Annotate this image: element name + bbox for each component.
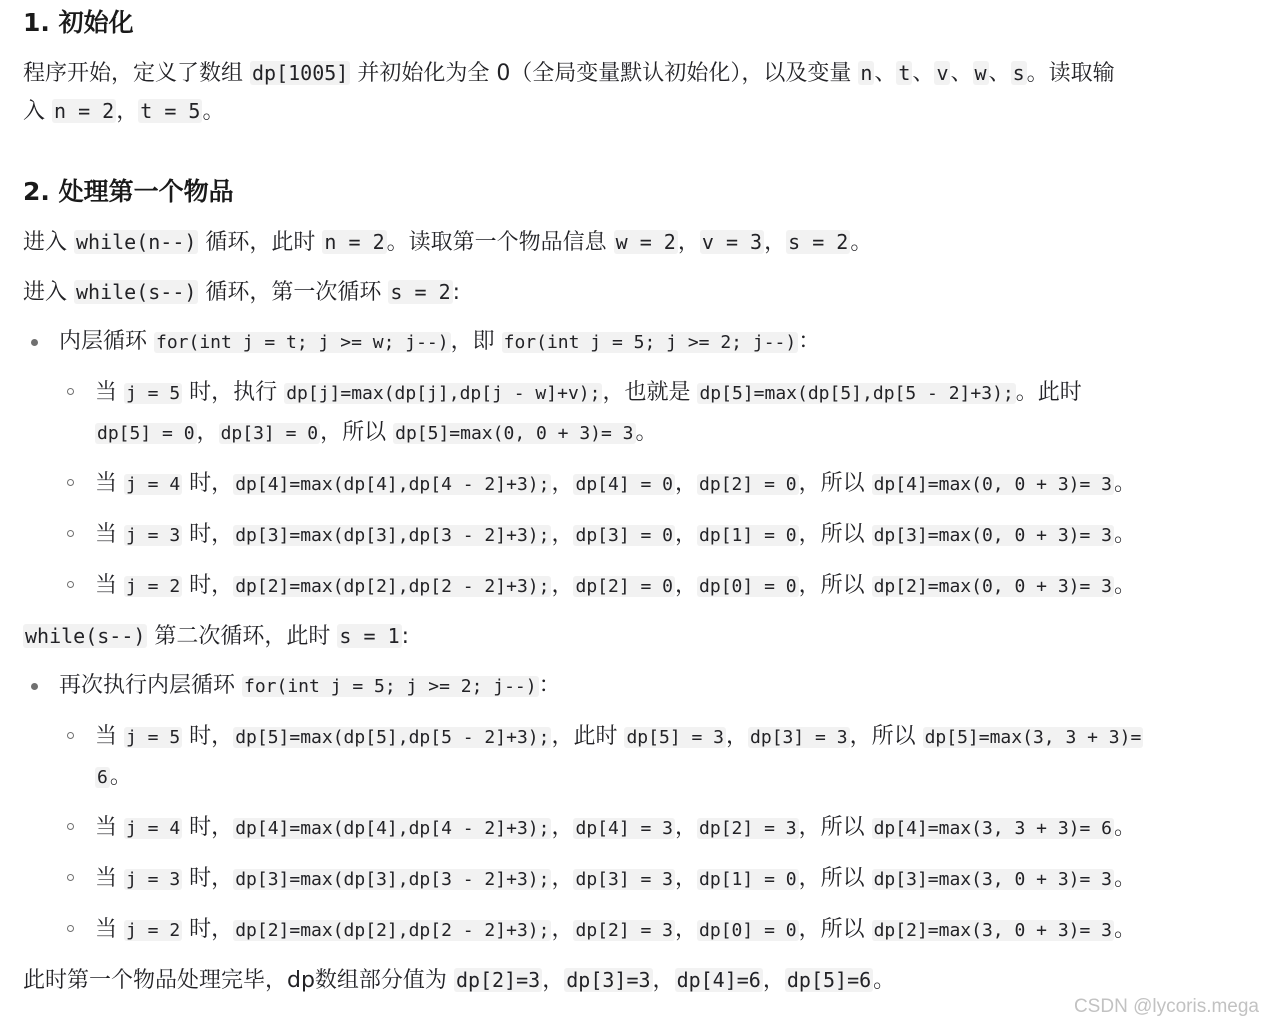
inline-code: while(s--) <box>25 624 146 648</box>
text: 时， <box>182 917 234 942</box>
inline-code: dp[1] = 0 <box>699 869 797 890</box>
text: 。读取第一个物品信息 <box>386 230 614 255</box>
inline-code: w <box>974 61 987 85</box>
sub-list-item <box>95 469 1136 500</box>
inline-code: dp[3] = 3 <box>750 727 848 748</box>
text: ， <box>551 866 574 891</box>
inline-code: dp[5] = 3 <box>626 727 725 748</box>
inline-code: dp[2] = 0 <box>575 576 674 597</box>
bullet-circle <box>67 823 74 830</box>
text: 。 <box>1114 471 1137 496</box>
inline-code: dp[3]=max(0, 0 + 3)= 3 <box>873 525 1113 546</box>
text: ， <box>675 866 698 891</box>
text: 。 <box>873 968 896 993</box>
text: : <box>401 624 410 649</box>
inline-code: dp[5]=max(dp[5],dp[5 - 2]+3); <box>699 383 1014 404</box>
text: ， <box>726 724 749 749</box>
inline-code: s <box>1012 61 1025 85</box>
text: 时， <box>182 471 234 496</box>
bullet-dot <box>31 683 38 690</box>
text: 时， <box>182 522 234 547</box>
text: ， <box>675 471 698 496</box>
text: ， <box>675 522 698 547</box>
inline-code: for(int j = 5; j >= 2; j--) <box>503 332 797 353</box>
sub-list-item <box>95 571 1136 602</box>
inline-code: j = 2 <box>126 576 181 597</box>
text: 程序开始，定义了数组 <box>23 61 250 86</box>
text: 。 <box>202 99 225 124</box>
text: 、 <box>874 61 897 86</box>
bullet-dot <box>31 339 38 346</box>
text: ，也就是 <box>602 380 698 405</box>
inline-code: dp[2] = 3 <box>575 920 674 941</box>
inline-code: while(s--) <box>76 280 197 304</box>
sub-list-item <box>95 864 1136 895</box>
text: 再次执行内层循环 <box>59 673 242 698</box>
inline-code: for(int j = t; j >= w; j--) <box>156 332 449 353</box>
text: 。 <box>1114 917 1137 942</box>
text: ， <box>675 917 698 942</box>
text: ， <box>762 968 785 993</box>
text: ， <box>116 99 139 124</box>
text: 。 <box>1114 866 1137 891</box>
inline-code: j = 4 <box>126 818 181 839</box>
text: ， <box>551 522 574 547</box>
text: 。 <box>1114 573 1137 598</box>
text: ， <box>551 815 574 840</box>
paragraph-second-loop <box>23 621 409 652</box>
inline-code: dp[4]=max(dp[4],dp[4 - 2]+3); <box>235 474 550 495</box>
bullet-circle <box>67 874 74 881</box>
inline-code: while(n--) <box>76 230 197 254</box>
text: ， <box>677 230 700 255</box>
text: 当 <box>95 724 124 749</box>
bullet-circle <box>67 732 74 739</box>
text: 。此时 <box>1015 380 1082 405</box>
text: ： <box>538 673 561 698</box>
text: : <box>452 280 461 305</box>
inline-code: w = 2 <box>615 230 676 254</box>
inline-code: dp[2]=max(3, 0 + 3)= 3 <box>873 920 1113 941</box>
inline-code: v = 3 <box>701 230 763 254</box>
text: ，所以 <box>798 917 872 942</box>
paragraph-summary <box>23 965 895 996</box>
text: ， <box>196 420 219 445</box>
inline-code: dp[1] = 0 <box>699 525 797 546</box>
inline-code: t = 5 <box>140 99 201 123</box>
inline-code: dp[j]=max(dp[j],dp[j - w]+v); <box>286 383 601 404</box>
text: 进入 <box>23 230 74 255</box>
inline-code: n <box>860 61 873 85</box>
paragraph-init-line1 <box>23 58 1115 89</box>
list-item <box>59 327 820 358</box>
inline-code: j = 5 <box>126 383 181 404</box>
text: ， <box>675 573 698 598</box>
inline-code: dp[2] = 3 <box>699 818 797 839</box>
text: 此时第一个物品处理完毕，dp数组部分值为 <box>23 968 454 993</box>
inline-code: dp[0] = 0 <box>699 576 797 597</box>
text: ，所以 <box>320 420 394 445</box>
inline-code: dp[5]=max(dp[5],dp[5 - 2]+3); <box>235 727 550 748</box>
text: 内层循环 <box>59 329 154 354</box>
text: 当 <box>95 471 124 496</box>
bullet-circle <box>67 388 74 395</box>
text: ，即 <box>450 329 502 354</box>
text: ，所以 <box>798 815 872 840</box>
inline-code: dp[5]=max(3, 3 + 3)= <box>924 727 1142 748</box>
list-item <box>59 671 561 702</box>
text: ， <box>542 968 565 993</box>
text: 当 <box>95 380 124 405</box>
inline-code: dp[3]=max(dp[3],dp[3 - 2]+3); <box>235 869 550 890</box>
inline-code: dp[2]=max(dp[2],dp[2 - 2]+3); <box>235 576 550 597</box>
inline-code: dp[3]=max(dp[3],dp[3 - 2]+3); <box>235 525 550 546</box>
inline-code: n = 2 <box>324 230 385 254</box>
inline-code: dp[3]=max(3, 0 + 3)= 3 <box>873 869 1113 890</box>
sub-list-item <box>95 722 1143 753</box>
text: ： <box>798 329 821 354</box>
text: 时， <box>182 724 234 749</box>
inline-code: dp[2]=max(0, 0 + 3)= 3 <box>873 576 1113 597</box>
inline-code: dp[0] = 0 <box>699 920 797 941</box>
text: ， <box>764 230 787 255</box>
paragraph-enter-while-s <box>23 277 460 308</box>
text: 。读取输 <box>1026 61 1115 86</box>
sub-list-item <box>95 813 1136 844</box>
section-heading-init: 1. 初始化 <box>23 8 134 37</box>
bullet-circle <box>67 479 74 486</box>
inline-code: j = 3 <box>126 525 181 546</box>
inline-code: dp[1005] <box>252 61 349 85</box>
text: ，所以 <box>798 573 872 598</box>
inline-code: dp[4]=6 <box>676 968 761 992</box>
text: 。 <box>109 764 132 789</box>
text: 进入 <box>23 280 74 305</box>
sub-list-item-continued <box>95 762 132 793</box>
sub-list-item-continued <box>95 418 658 449</box>
paragraph-enter-while-n <box>23 227 872 258</box>
inline-code: dp[4]=max(3, 3 + 3)= 6 <box>873 818 1113 839</box>
text: 时， <box>182 573 234 598</box>
inline-code: dp[2]=3 <box>455 968 541 992</box>
text: ， <box>652 968 675 993</box>
text: ， <box>551 917 574 942</box>
inline-code: j = 4 <box>126 474 181 495</box>
inline-code: dp[2] = 0 <box>699 474 797 495</box>
text: ，所以 <box>798 471 872 496</box>
text: ，此时 <box>551 724 625 749</box>
text: ， <box>675 815 698 840</box>
sub-list-item <box>95 915 1136 946</box>
text: ， <box>551 573 574 598</box>
inline-code: v <box>936 61 949 85</box>
text: 第二次循环，此时 <box>147 624 338 649</box>
text: 、 <box>912 61 935 86</box>
inline-code: 6 <box>97 767 108 788</box>
inline-code: j = 2 <box>126 920 181 941</box>
text: 时， <box>182 815 234 840</box>
text: 当 <box>95 522 124 547</box>
bullet-circle <box>67 925 74 932</box>
inline-code: dp[3] = 0 <box>575 525 674 546</box>
sub-list-item <box>95 520 1136 551</box>
text: 并初始化为全 0（全局变量默认初始化），以及变量 <box>350 61 859 86</box>
inline-code: dp[5]=max(0, 0 + 3)= 3 <box>395 423 634 444</box>
text: ， <box>551 471 574 496</box>
sub-list-item <box>95 378 1082 409</box>
bullet-circle <box>67 530 74 537</box>
text: ，所以 <box>798 522 872 547</box>
text: 入 <box>23 99 52 124</box>
text: 当 <box>95 866 124 891</box>
inline-code: dp[5] = 0 <box>97 423 195 444</box>
text: ，所以 <box>798 866 872 891</box>
inline-code: dp[5]=6 <box>786 968 872 992</box>
inline-code: n = 2 <box>54 99 115 123</box>
inline-code: dp[3] = 0 <box>220 423 319 444</box>
inline-code: s = 1 <box>339 624 400 648</box>
text: 时， <box>182 866 234 891</box>
text: 当 <box>95 573 124 598</box>
inline-code: dp[3] = 3 <box>575 869 674 890</box>
text: 循环，第一次循环 <box>198 280 389 305</box>
inline-code: dp[2]=max(dp[2],dp[2 - 2]+3); <box>235 920 550 941</box>
text: 。 <box>1114 522 1137 547</box>
inline-code: dp[4] = 0 <box>575 474 674 495</box>
section-heading-first-item: 2. 处理第一个物品 <box>23 177 234 206</box>
bullet-circle <box>67 581 74 588</box>
inline-code: j = 3 <box>126 869 181 890</box>
text: 。 <box>850 230 873 255</box>
text: 、 <box>950 61 973 86</box>
inline-code: dp[4]=max(dp[4],dp[4 - 2]+3); <box>235 818 550 839</box>
paragraph-init-line2 <box>23 96 224 127</box>
text: ，所以 <box>849 724 923 749</box>
text: 。 <box>635 420 658 445</box>
inline-code: s = 2 <box>390 280 451 304</box>
text: 当 <box>95 917 124 942</box>
inline-code: j = 5 <box>126 727 181 748</box>
inline-code: for(int j = 5; j >= 2; j--) <box>244 676 537 697</box>
text: 循环，此时 <box>198 230 323 255</box>
inline-code: t <box>898 61 911 85</box>
csdn-watermark: CSDN @lycoris.mega <box>1073 996 1259 1017</box>
text: 当 <box>95 815 124 840</box>
inline-code: dp[4] = 3 <box>575 818 674 839</box>
text: 。 <box>1114 815 1137 840</box>
inline-code: dp[4]=max(0, 0 + 3)= 3 <box>873 474 1113 495</box>
text: 时，执行 <box>182 380 285 405</box>
inline-code: s = 2 <box>788 230 849 254</box>
text: 、 <box>988 61 1011 86</box>
inline-code: dp[3]=3 <box>566 968 651 992</box>
